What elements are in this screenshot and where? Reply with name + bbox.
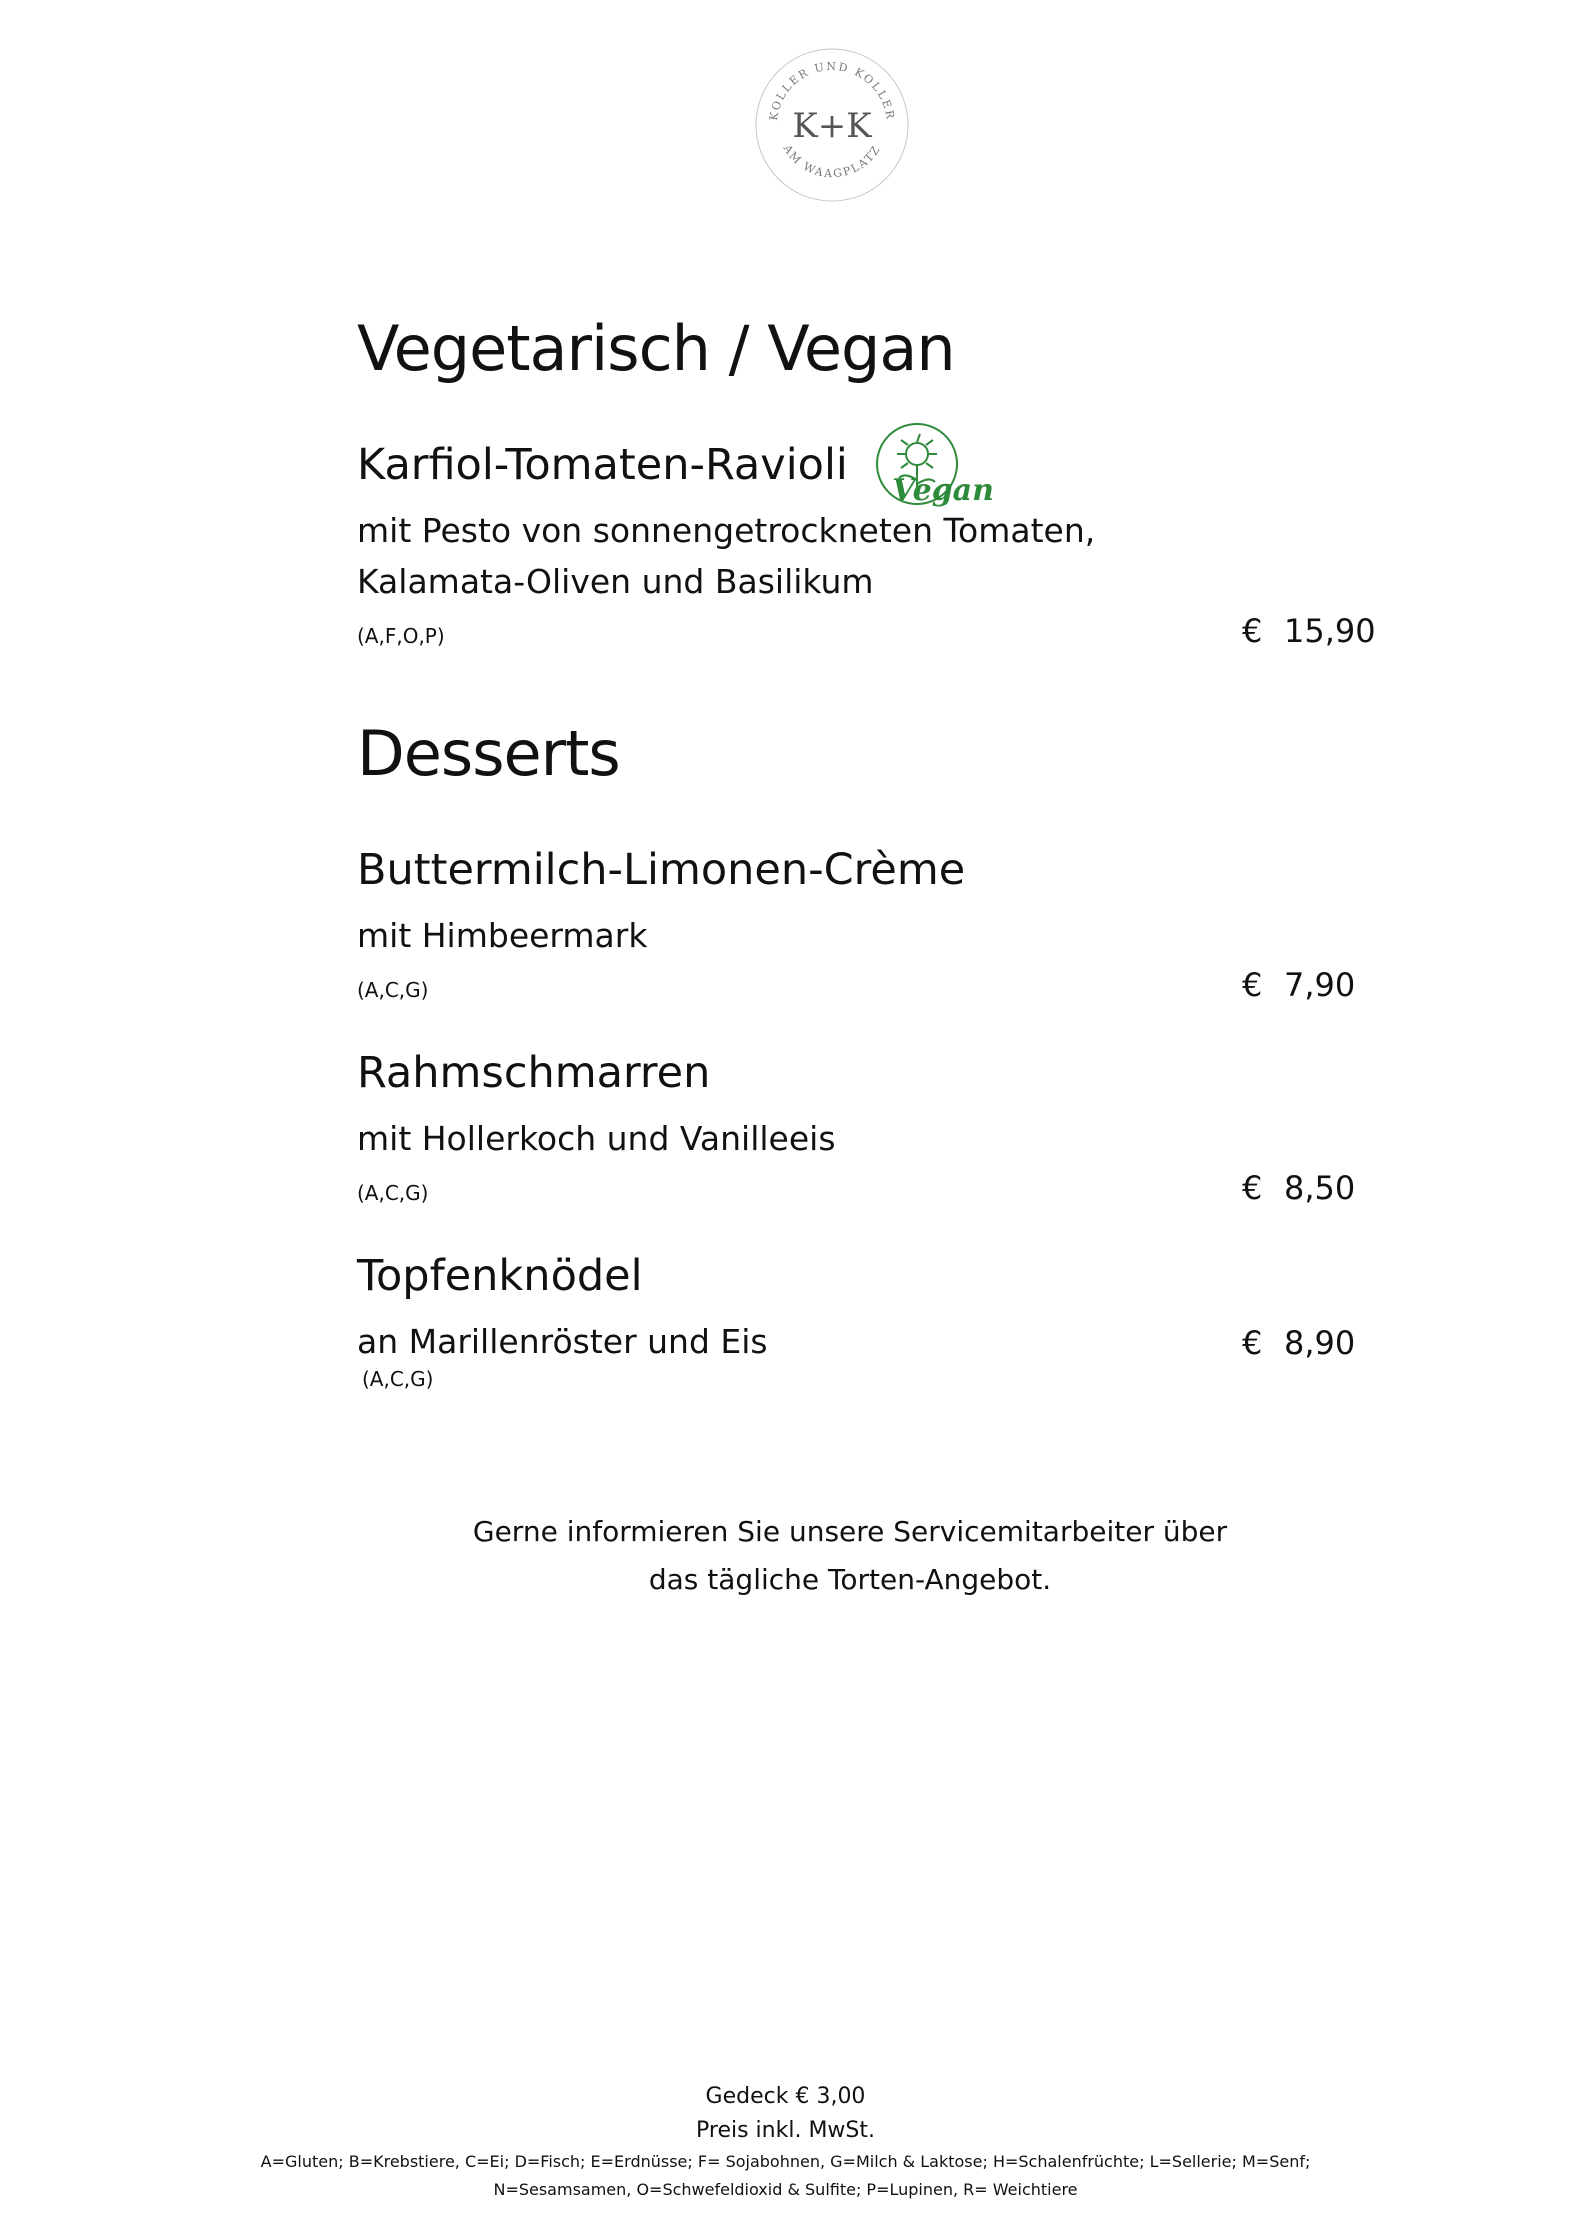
allergen-codes: (A,C,G) [357,978,429,1002]
dish-name: Rahmschmarren [357,1048,711,1098]
vegan-badge [865,420,997,516]
dish-description-line: an Marillenröster und Eis [357,1322,768,1361]
torten-note [400,1508,1300,1604]
price-value: 8,50 [1284,1169,1356,1207]
currency-symbol: € [1242,1324,1263,1362]
svg-text:AM WAAGPLATZ [780,142,883,181]
cover-charge: Gedeck € 3,00 [705,2084,866,2109]
allergen-codes: (A,C,G) [357,1181,429,1205]
vegan-badge-label: Vegan [892,473,994,508]
dish-description-line: mit Pesto von sonnengetrockneten Tomaten, [357,511,1096,550]
note-line: Gerne informieren Sie unsere Servicemitarbeiter über [472,1515,1228,1548]
section-title-desserts: Desserts [357,717,620,790]
price-value: 15,90 [1284,612,1376,650]
dish-name: Karfiol-Tomaten-Ravioli [357,440,848,490]
logo-monogram: K+K [792,106,872,146]
logo [752,45,912,205]
note-line: das tägliche Torten-Angebot. [648,1563,1052,1596]
dish-name: Topfenknödel [357,1251,643,1301]
price-value: 7,90 [1284,966,1356,1004]
dish-description-line: Kalamata-Oliven und Basilikum [357,562,874,601]
section-title-vegetarisch: Vegetarisch / Vegan [357,312,955,385]
allergen-key-line: N=Sesamsamen, O=Schwefeldioxid & Sulfite; P=Lupinen, R= Weichtiere [493,2180,1078,2199]
price [1242,1169,1355,1207]
price [1242,966,1355,1004]
price [1242,1324,1355,1362]
currency-symbol: € [1242,1169,1263,1207]
allergen-codes: (A,C,G) [362,1367,434,1391]
currency-symbol: € [1242,612,1263,650]
footer [0,2080,1571,2204]
price-value: 8,90 [1284,1324,1356,1362]
logo-arc-top: KOLLER UND KOLLER [767,60,897,122]
price [1242,612,1376,650]
logo-arc-bottom: AM WAAGPLATZ [780,142,884,181]
currency-symbol: € [1242,966,1263,1004]
allergen-key-line: A=Gluten; B=Krebstiere, C=Ei; D=Fisch; E=Erdnüsse; F= Sojabohnen, G=Milch & Laktose; H=Schalenfrüchte; L=Sellerie; M=Senf; [260,2152,1311,2171]
dish-name: Buttermilch-Limonen-Crème [357,845,966,895]
dish-description-line: mit Himbeermark [357,916,648,955]
vat-note: Preis inkl. MwSt. [696,2118,875,2143]
allergen-codes: (A,F,O,P) [357,624,445,648]
dish-description-line: mit Hollerkoch und Vanilleeis [357,1119,836,1158]
